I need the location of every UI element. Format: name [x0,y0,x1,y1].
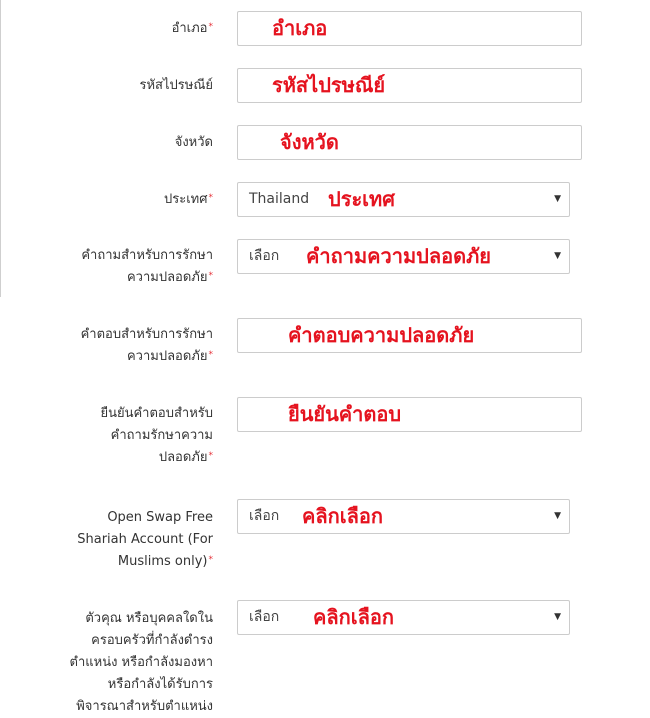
label-province: จังหวัด [174,135,213,150]
security-answer-annotation: คำตอบความปลอดภัย [288,323,475,347]
required-mark: * [208,22,213,32]
country-select-value: Thailand [249,191,310,207]
pep-select-value: เลือก [249,609,280,625]
swap-free-select[interactable] [237,499,570,534]
label-postal-code: รหัสไปรษณีย์ [139,78,213,93]
caret-down-icon: ▼ [554,194,561,204]
pep-select[interactable] [237,600,570,635]
label-district: อำเภอ* [171,21,213,36]
required-mark: * [208,451,213,461]
label-security-question: คำถามสำหรับการรักษา ความปลอดภัย* [81,248,213,285]
country-select[interactable] [237,182,570,217]
left-divider [0,0,1,297]
province-annotation: จังหวัด [280,130,339,154]
required-mark: * [208,350,213,360]
country-annotation: ประเทศ [328,187,395,211]
label-country: ประเทศ* [164,192,213,207]
security-question-select-value: เลือก [249,248,280,264]
security-question-annotation: คำถามความปลอดภัย [306,244,492,268]
label-security-answer: คำตอบสำหรับการรักษา ความปลอดภัย* [80,327,213,364]
caret-down-icon: ▼ [554,612,561,622]
label-confirm-answer: ยืนยันคำตอบสำหรับ คำถามรักษาความ ปลอดภัย* [100,406,213,465]
required-mark: * [208,271,213,281]
confirm-answer-annotation: ยืนยันคำตอบ [288,402,402,426]
district-annotation: อำเภอ [272,16,328,40]
label-pep: ตัวคุณ หรือบุคคลใดใน ครอบครัวที่กำลังดำรง ตำแหน่ง หรือกำลังมองหา หรือกำลังได้รับการ พิจารณาสำหรับตำแหน่ง [69,611,213,714]
swap-free-select-value: เลือก [249,508,280,524]
required-mark: * [208,193,213,203]
label-swap-free: Open Swap Free Shariah Account (For Muslims only)* [77,510,213,569]
postal-code-annotation: รหัสไปรษณีย์ [272,73,386,97]
caret-down-icon: ▼ [554,511,561,521]
caret-down-icon: ▼ [554,251,561,261]
pep-annotation: คลิกเลือก [313,605,394,629]
required-mark: * [208,555,213,565]
swap-free-annotation: คลิกเลือก [302,504,383,528]
